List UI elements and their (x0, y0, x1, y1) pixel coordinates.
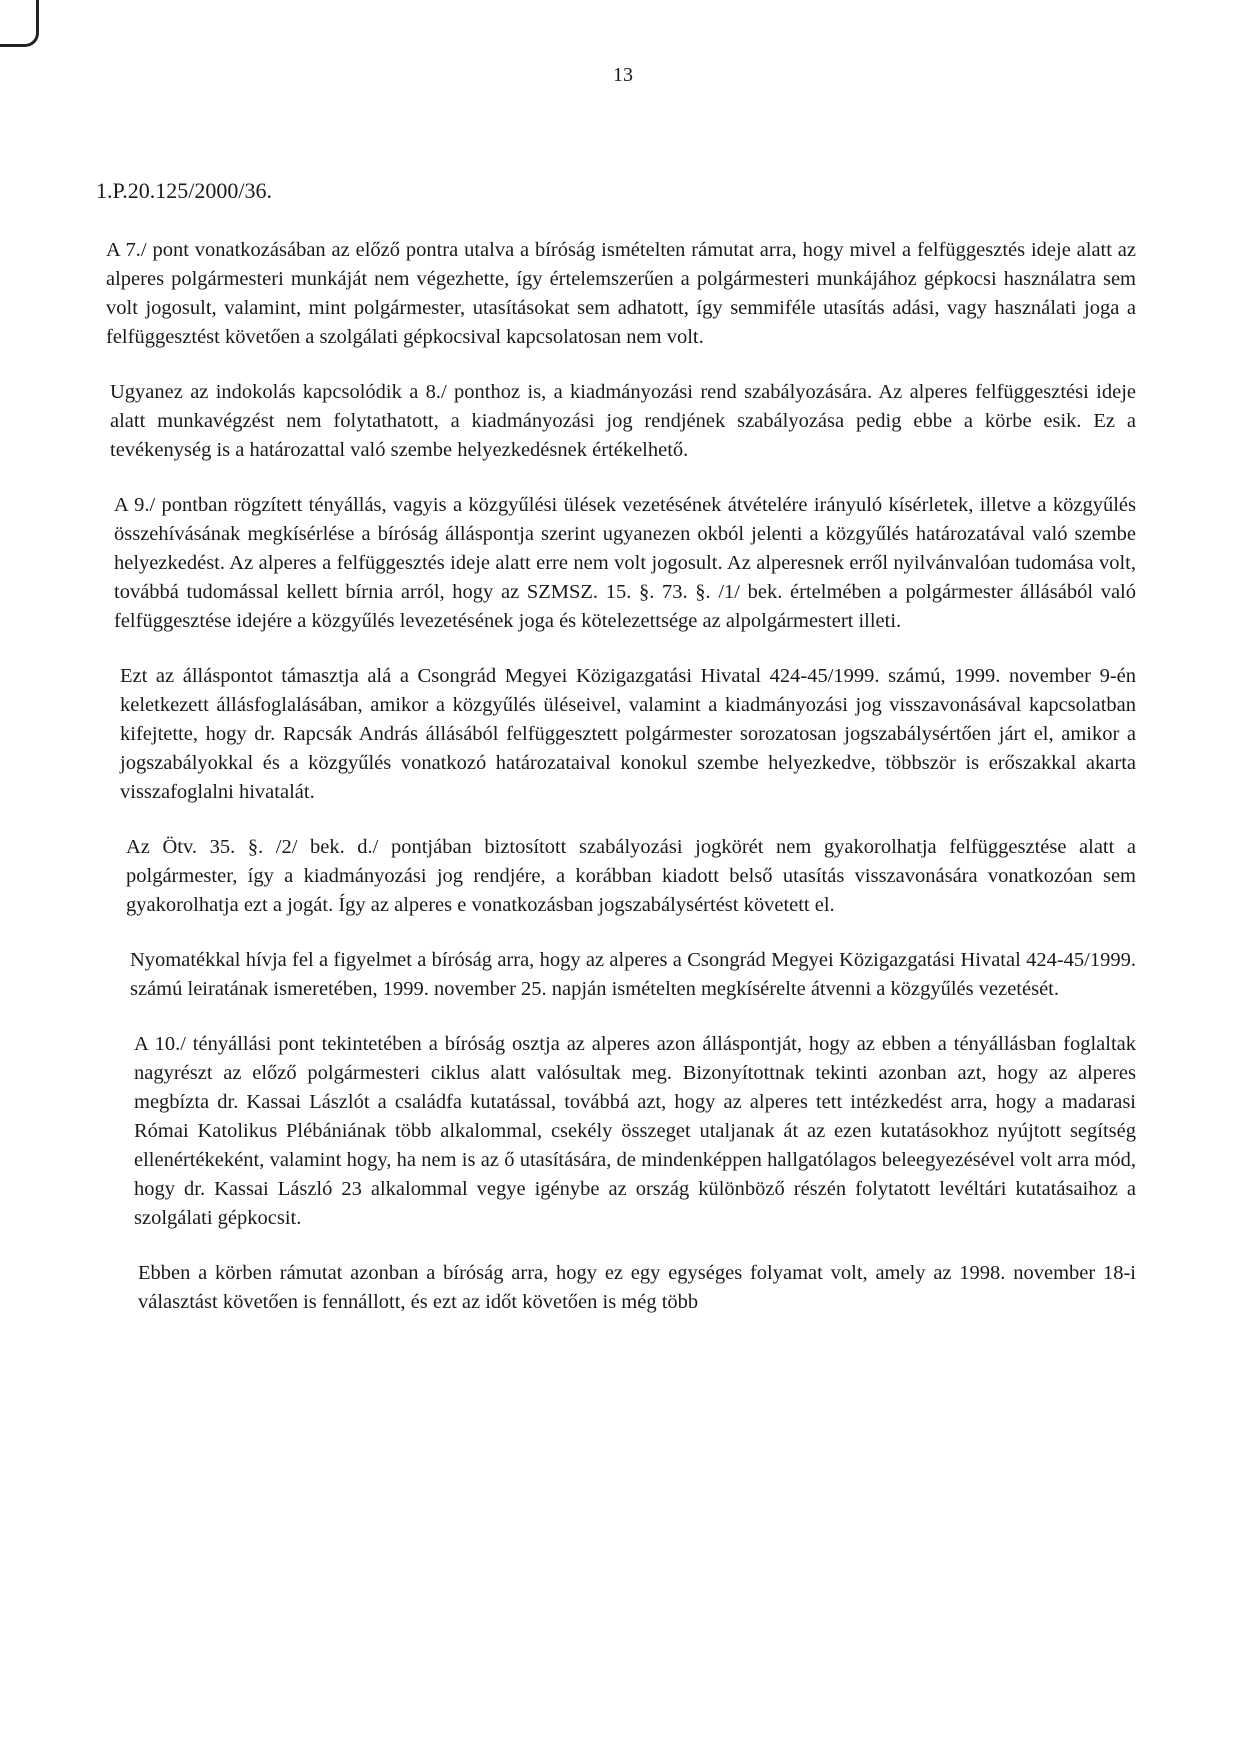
paragraph-point-10: A 10./ tényállási pont tekintetében a bíróság osztja az alperes azon álláspontját, hogy az ebben a tényállásban foglaltak nagyrészt az előző polgármesteri ciklus alatt valósultak meg. Bizonyítottnak tekinti azonban azt, hogy az alperes megbízta dr. Kassai Lászlót a családfa kutatással, továbbá azt, hogy az alperes tett intézkedést arra, hogy a madarasi Római Katolikus Plébániának több alkalommal, csekély összeget utaljanak át az ezen kutatásokhoz nyújtott segítség ellenértékeként, valamint hogy, ha nem is az ő utasítására, de mindenképpen hallgatólagos beleegyezésével volt arra mód, hogy dr. Kassai László 23 alkalommal vegye igénybe az ország különböző részén folytatott levéltári kutatásaihoz a szolgálati gépkocsit. (134, 1033, 1136, 1229)
scan-corner-mark (0, 0, 39, 47)
document-body (106, 236, 1136, 1343)
paragraph-point-9: A 9./ pontban rögzített tényállás, vagyis a közgyűlési ülések vezetésének átvételére irányuló kísérletek, illetve a közgyűlés összehívásának megkísérlése a bíróság álláspontja szerint ugyanezen okból jelenti a közgyűlés határozatával való szembe helyezkedést. Az alperes a felfüggesztés ideje alatt erre nem volt jogosult. Az alperesnek erről nyilvánvalóan tudomása volt, továbbá tudomással kellett bírnia arról, hogy az SZMSZ. 15. §. 73. §. /1/ bek. értelmében a polgármester állásából való felfüggesztése idejére a közgyűlés levezetésének joga és kötelezettsége az alpolgármestert illeti. (114, 494, 1136, 632)
paragraph-continuation: Ebben a körben rámutat azonban a bíróság arra, hogy ez egy egységes folyamat volt, amely az 1998. november 18-i választást követően is fennállott, és ezt az időt követően is még több (138, 1262, 1136, 1313)
paragraph-emphasis: Nyomatékkal hívja fel a figyelmet a bíróság arra, hogy az alperes a Csongrád Megyei Közigazgatási Hivatal 424-45/1999. számú leiratának ismeretében, 1999. november 25. napján ismételten megkísérelte átvenni a közgyűlés vezetését. (130, 949, 1136, 1000)
page-number: 13 (613, 64, 633, 86)
paragraph-otv-regulation: Az Ötv. 35. §. /2/ bek. d./ pontjában biztosított szabályozási jogkörét nem gyakorolhatja felfüggesztése alatt a polgármester, így a kiadmányozási jog rendjére, a korábban kiadott belső utasítás visszavonására vonatkozóan sem gyakorolhatja ezt a jogát. Így az alperes e vonatkozásban jogszabálysértést követett el. (126, 836, 1136, 916)
case-number: 1.P.20.125/2000/36. (96, 178, 273, 203)
paragraph-administrative-office-opinion: Ezt az álláspontot támasztja alá a Csongrád Megyei Közigazgatási Hivatal 424-45/1999. számú, 1999. november 9-én keletkezett állásfoglalásában, amikor a közgyűlés üléseivel, valamint a kiadmányozási jog visszavonásával kapcsolatban kifejtette, hogy dr. Rapcsák András állásából felfüggesztett polgármester sorozatosan jogszabálysértően járt el, amikor a jogszabályokkal és a közgyűlés vonatkozó határozataival konokul szembe helyezkedve, többször is erőszakkal akarta visszafoglalni hivatalát. (120, 665, 1136, 803)
paragraph-point-8: Ugyanez az indokolás kapcsolódik a 8./ ponthoz is, a kiadmányozási rend szabályozására. Az alperes felfüggesztési ideje alatt munkavégzést nem folytathatott, a kiadmányozási jog rendjének szabályozása pedig ebbe a körbe esik. Ez a tevékenység is a határozattal való szembe helyezkedésnek értékelhető. (110, 381, 1136, 461)
paragraph-point-7: A 7./ pont vonatkozásában az előző pontra utalva a bíróság ismételten rámutat arra, hogy mivel a felfüggesztés ideje alatt az alperes polgármesteri munkáját nem végezhette, így értelemszerűen a polgármesteri munkájához gépkocsi használatra sem volt jogosult, valamint, mint polgármester, utasításokat sem adhatott, így semmiféle utasítás adási, vagy használati joga a felfüggesztést követően a szolgálati gépkocsival kapcsolatosan nem volt. (106, 239, 1136, 348)
